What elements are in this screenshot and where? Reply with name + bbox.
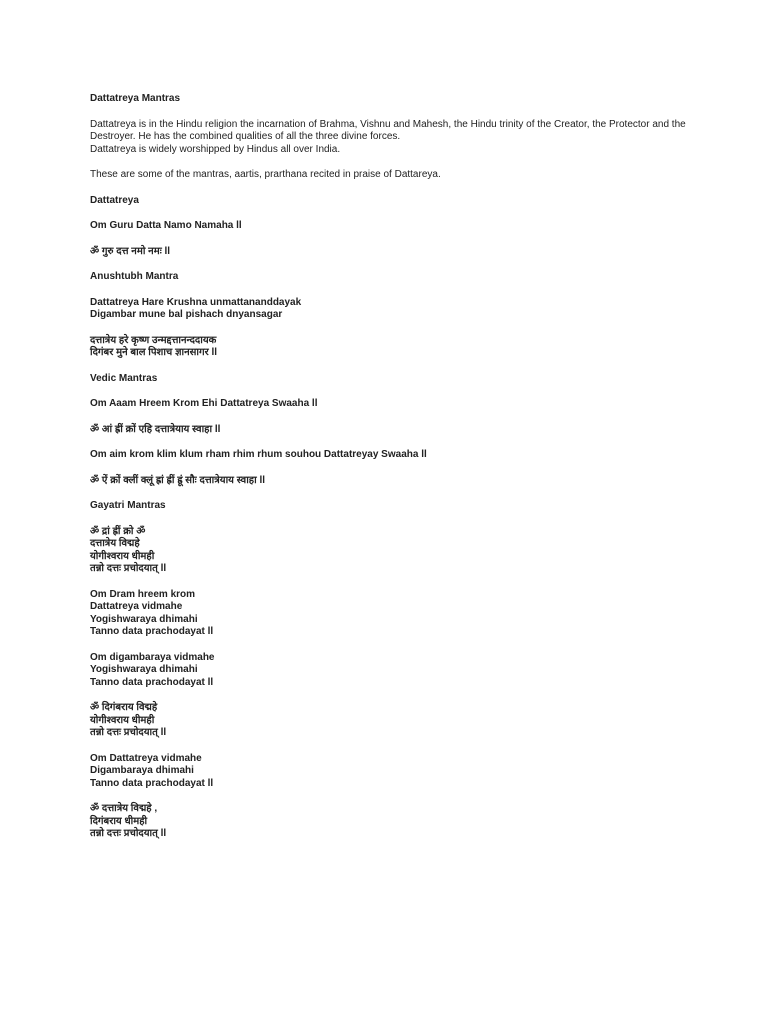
- mantra-block: [90, 246, 690, 259]
- mantra-line: तन्नो दत्तः प्रचोदयात् ll: [90, 727, 167, 738]
- mantra-line: ॐ दत्तात्रेय विद्महे ,: [90, 803, 158, 814]
- mantra-line: ॐ गुरु दत्त नमो नमः ll: [90, 245, 171, 257]
- mantra-block: [90, 702, 690, 740]
- mantra-block: [90, 424, 690, 437]
- mantra-line: Digambaraya dhimahi: [90, 765, 194, 776]
- mantra-line: तन्नो दत्तः प्रचोदयात् ll: [90, 563, 167, 574]
- intro-line-2: Dattatreya is widely worshipped by Hindus all over India.: [90, 143, 341, 155]
- subintro-paragraph: These are some of the mantras, aartis, prarthana recited in praise of Dattareya.: [90, 169, 441, 180]
- document-title: Dattatreya Mantras: [90, 93, 181, 104]
- section-heading: Dattatreya: [90, 194, 139, 206]
- mantra-line: Om Dattatreya vidmahe: [90, 752, 202, 764]
- intro-line-1: Dattatreya is in the Hindu religion the incarnation of Brahma, Vishnu and Mahesh, the Hindu trinity of the Creator, the Protector and the Destroyer. He has the combined qualities of all the three divine forces.: [90, 118, 686, 142]
- mantra-line: ॐ ऐं क्रों क्लीं क्लूं ह्रां ह्रीं ह्रूं सौः दत्तात्रेयाय स्वाहा ll: [90, 474, 266, 486]
- mantra-sections: [90, 195, 690, 841]
- mantra-block: [90, 398, 690, 411]
- mantra-line: दत्तात्रेय विद्महे: [90, 538, 140, 549]
- mantra-line: Digambar mune bal pishach dnyansagar: [90, 309, 283, 320]
- mantra-block: [90, 449, 690, 462]
- mantra-line: ॐ दिगंबराय विद्महे: [90, 702, 158, 713]
- mantra-block: [90, 803, 690, 841]
- section-heading: Gayatri Mantras: [90, 500, 166, 511]
- mantra-block: [90, 753, 690, 791]
- mantra-line: Om Dram hreem krom: [90, 588, 196, 600]
- mantra-line: ॐ आं ह्रीं क्रों एहि दत्तात्रेयाय स्वाहा ll: [90, 423, 221, 435]
- mantra-line: Om digambaraya vidmahe: [90, 651, 215, 663]
- mantra-block: [90, 526, 690, 576]
- mantra-line: Tanno data prachodayat ll: [90, 777, 214, 789]
- mantra-line: Dattatreya vidmahe: [90, 601, 183, 612]
- mantra-line: Om Aaam Hreem Krom Ehi Dattatreya Swaaha ll: [90, 398, 318, 409]
- mantra-block: [90, 297, 690, 322]
- mantra-block: [90, 335, 690, 360]
- section-heading: Vedic Mantras: [90, 372, 158, 384]
- section-heading: Anushtubh Mantra: [90, 271, 179, 282]
- mantra-line: Tanno data prachodayat ll: [90, 676, 214, 688]
- intro-paragraph: [90, 119, 690, 157]
- mantra-line: Om Guru Datta Namo Namaha ll: [90, 220, 242, 231]
- mantra-line: योगीश्वराय धीमही: [90, 714, 155, 726]
- mantra-line: दत्तात्रेय हरे कृष्ण उन्मद्दत्तानन्ददायक: [90, 334, 217, 346]
- mantra-line: योगीश्वराय धीमही: [90, 550, 155, 562]
- mantra-line: Yogishwaraya dhimahi: [90, 613, 198, 625]
- mantra-line: Om aim krom klim klum rham rhim rhum souhou Dattatreyay Swaaha ll: [90, 449, 427, 460]
- mantra-block: [90, 652, 690, 690]
- mantra-line: Dattatreya Hare Krushna unmattananddayak: [90, 296, 302, 308]
- mantra-line: दिगंबर मुने बाल पिशाच ज्ञानसागर ll: [90, 347, 218, 358]
- mantra-block: [90, 220, 690, 233]
- mantra-line: ॐ द्रां ह्रीं क्रो ॐ: [90, 525, 146, 537]
- mantra-block: [90, 475, 690, 488]
- mantra-line: Yogishwaraya dhimahi: [90, 664, 198, 675]
- mantra-block: [90, 589, 690, 639]
- mantra-line: तन्नो दत्तः प्रचोदयात् ll: [90, 828, 167, 839]
- document-body: [90, 93, 690, 841]
- mantra-line: दिगंबराय धीमही: [90, 815, 148, 827]
- mantra-line: Tanno data prachodayat ll: [90, 626, 214, 637]
